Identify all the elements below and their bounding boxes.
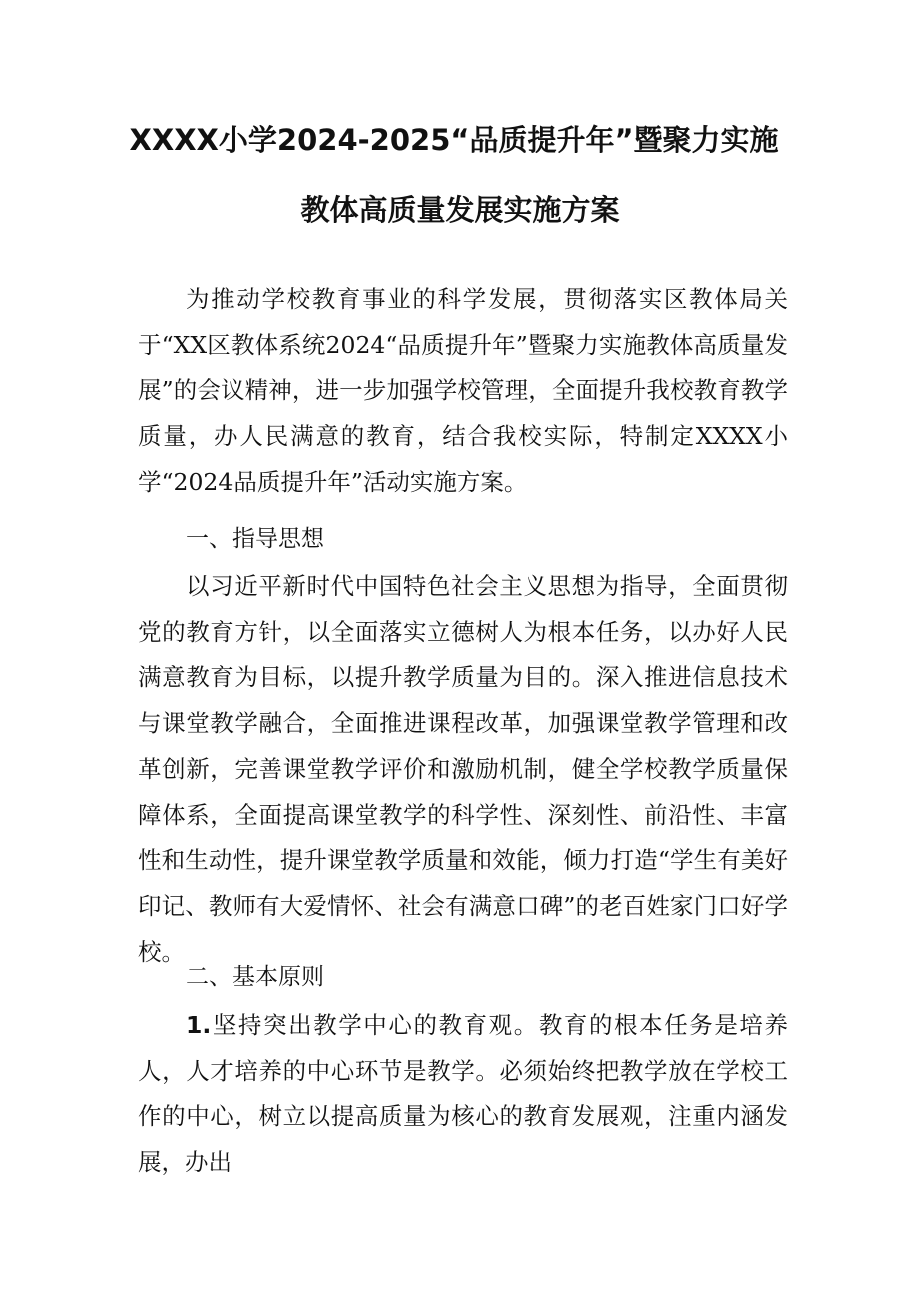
guiding-ideology-paragraph: 以习近平新时代中国特色社会主义思想为指导，全面贯彻党的教育方针，以全面落实立德树人为根本任务，以办好人民满意教育为目标，以提升教学质量为目的。深入推进信息技术与课堂教学融合，全面推进课程改革，加强课堂教学管理和改革创新，完善课堂教学评价和激励机制，健全学校教学质量保障体系，全面提高课堂教学的科学性、深刻性、前沿性、丰富性和生动性，提升课堂教学质量和效能，倾力打造“学生有美好印记、教师有大爱情怀、社会有满意口碑”的老百姓家门口好学校。 — [138, 572, 788, 966]
document-title-line-2: 教体高质量发展实施方案 — [300, 193, 620, 227]
section-heading-guiding-ideology: 一、指导思想 — [186, 526, 324, 552]
principle-1-paragraph — [138, 1003, 788, 1186]
intro-paragraph: 为推动学校教育事业的科学发展，贯彻落实区教体局关于“XX区教体系统2024“品质提升年”暨聚力实施教体高质量发展”的会议精神，进一步加强学校管理，全面提升我校教育教学质量，办人民满意的教育，结合我校实际，特制定XXXX小学“2024品质提升年”活动实施方案。 — [138, 285, 788, 496]
section-heading-basic-principles: 二、基本原则 — [186, 964, 324, 990]
principle-1-text: 坚持突出教学中心的教育观。教育的根本任务是培养人，人才培养的中心环节是教学。必须始终把教学放在学校工作的中心，树立以提高质量为核心的教育发展观，注重内涵发展，办出 — [138, 1011, 788, 1177]
document-title-line-1: XXXX小学2024-2025“品质提升年”暨聚力实施 — [129, 123, 779, 157]
principle-1-number: 1. — [186, 1011, 212, 1039]
